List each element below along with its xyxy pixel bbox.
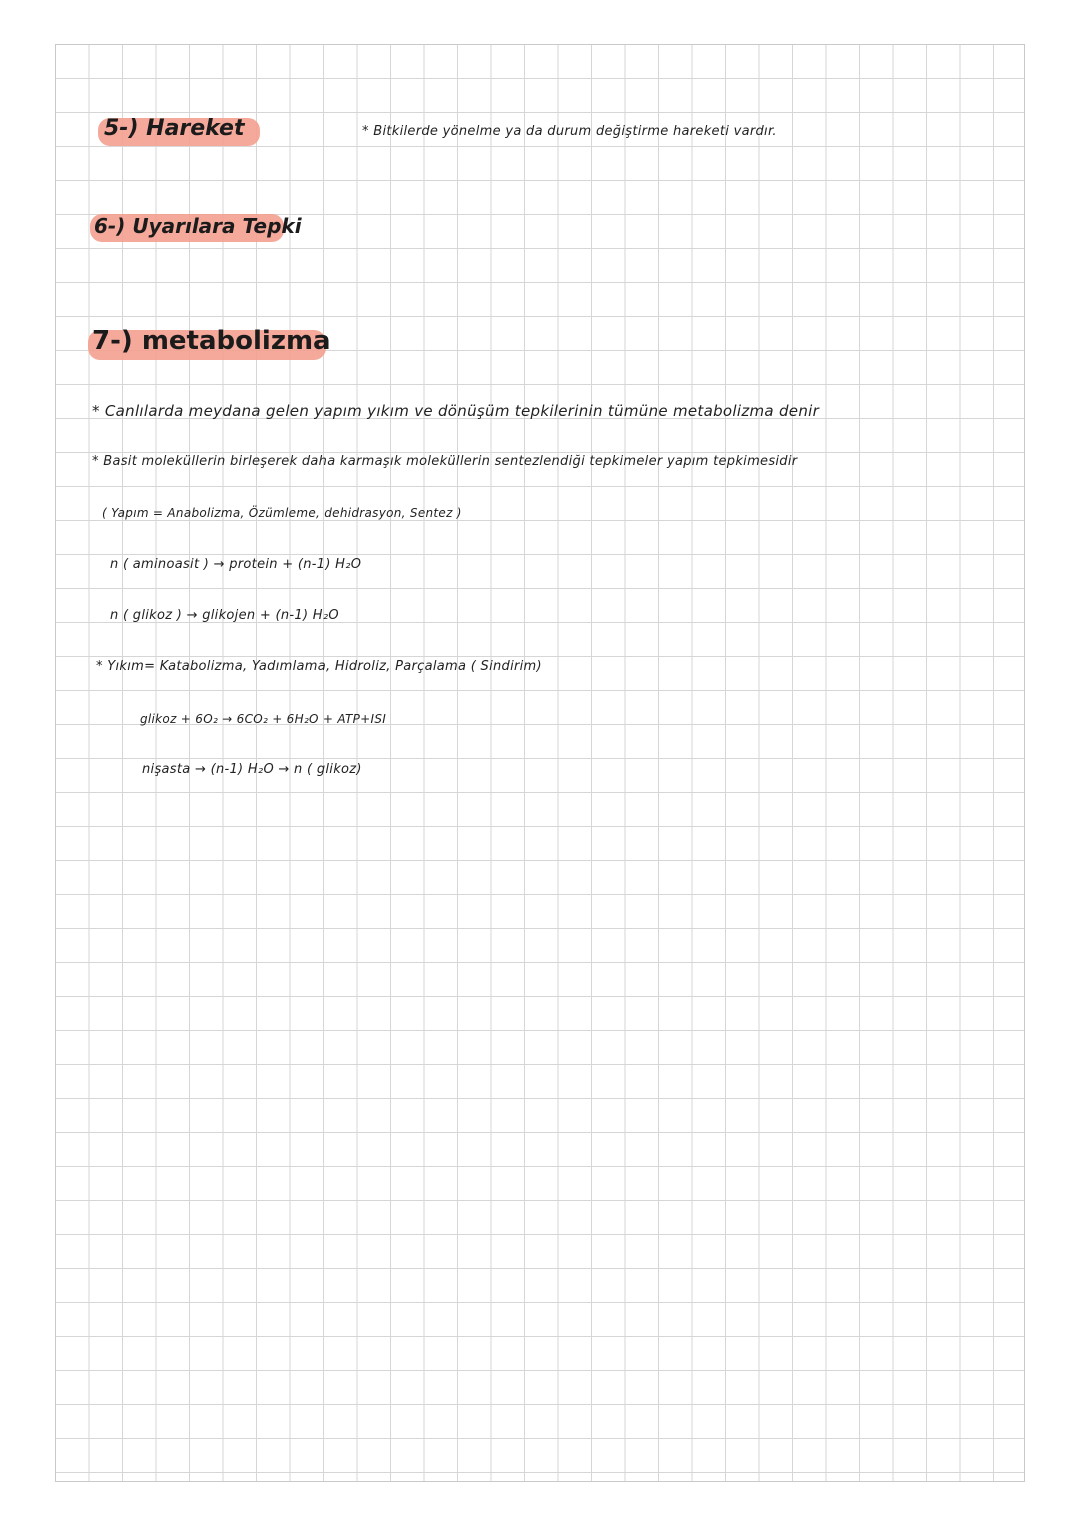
- heading-metabolism: 7-) metabolizma: [92, 326, 331, 356]
- heading-movement: 5-) Hareket: [104, 116, 245, 141]
- equation-glycogen: n ( glikoz ) → glikojen + (n-1) H₂O: [110, 608, 339, 623]
- equation-protein: n ( aminoasit ) → protein + (n-1) H₂O: [110, 557, 362, 572]
- note-anabolism: ( Yapım = Anabolizma, Özümleme, dehidrasyon, Sentez ): [102, 506, 462, 520]
- equation-respiration: glikoz + 6O₂ → 6CO₂ + 6H₂O + ATP+ISI: [140, 712, 387, 726]
- equation-starch: nişasta → (n-1) H₂O → n ( glikoz): [142, 762, 362, 777]
- note-metabolism-definition: * Canlılarda meydana gelen yapım yıkım ve dönüşüm tepkilerinin tümüne metabolizma denir: [92, 402, 820, 420]
- note-synthesis-definition: * Basit moleküllerin birleşerek daha karmaşık moleküllerin sentezlendiği tepkimeler yapım tepkimesidir: [92, 454, 798, 469]
- heading-stimulus-response: 6-) Uyarılara Tepki: [94, 214, 302, 238]
- note-movement: * Bitkilerde yönelme ya da durum değiştirme hareketi vardır.: [362, 124, 777, 139]
- note-catabolism: * Yıkım= Katabolizma, Yadımlama, Hidroliz, Parçalama ( Sindirim): [96, 659, 542, 674]
